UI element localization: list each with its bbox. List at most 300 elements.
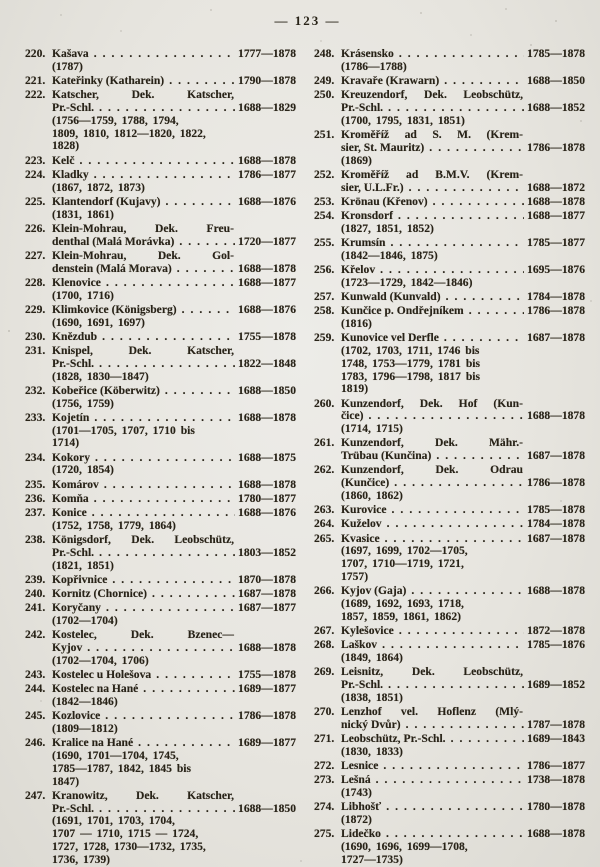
entry-main-line bbox=[341, 142, 585, 155]
entry-main-line bbox=[341, 450, 585, 463]
dot-leader bbox=[444, 75, 524, 88]
entry-number: 250. bbox=[314, 88, 335, 102]
register-entry bbox=[314, 332, 585, 396]
entry-note-line: 1727, 1728, 1730—1732, 1735, bbox=[52, 839, 206, 853]
entry-body bbox=[341, 332, 585, 396]
entry-name-line: Königsdorf, Dek. Leobschütz, bbox=[52, 533, 234, 546]
entry-main-line bbox=[341, 504, 585, 517]
entry-body bbox=[341, 666, 585, 704]
register-entry bbox=[25, 155, 296, 168]
entry-name: nický Dvůr) bbox=[341, 717, 401, 731]
entry-body bbox=[341, 75, 585, 88]
dot-leader bbox=[94, 412, 235, 425]
entry-main-line bbox=[52, 75, 296, 88]
entry-body bbox=[52, 493, 296, 506]
entry-name: Kurovice bbox=[341, 503, 387, 516]
register-entry bbox=[25, 412, 296, 450]
entry-body bbox=[52, 479, 296, 492]
entry-number: 255. bbox=[314, 236, 335, 249]
register-entry bbox=[25, 683, 296, 709]
entry-main-line bbox=[52, 331, 296, 344]
entry-years: 1689—1877 bbox=[238, 736, 296, 750]
entry-body bbox=[341, 237, 585, 263]
entry-name: Kylešovice bbox=[341, 623, 394, 637]
register-entry bbox=[314, 264, 585, 290]
entry-name: Kunovice vel Derfle bbox=[341, 331, 439, 345]
register-entry bbox=[25, 790, 296, 867]
entry-note-line: 1857, 1859, 1861, 1862) bbox=[341, 609, 462, 623]
entry-body bbox=[341, 828, 585, 866]
entry-body bbox=[52, 629, 296, 667]
entry-note-line: (1827, 1851, 1852) bbox=[341, 221, 434, 235]
entry-years: 1688—1876 bbox=[238, 302, 296, 316]
entry-body bbox=[341, 625, 585, 638]
dot-leader bbox=[446, 291, 524, 304]
entry-main-line bbox=[52, 196, 296, 209]
entry-number: 267. bbox=[314, 623, 335, 637]
entry-name: Komárov bbox=[52, 477, 99, 491]
register-entry bbox=[314, 533, 585, 584]
entry-number: 227. bbox=[25, 248, 46, 262]
entry-body bbox=[52, 602, 296, 628]
entry-body bbox=[341, 464, 585, 502]
entry-main-line bbox=[52, 263, 296, 276]
dot-leader bbox=[106, 602, 235, 615]
entry-number: 261. bbox=[314, 436, 335, 450]
entry-number: 275. bbox=[314, 827, 335, 840]
entry-number: 244. bbox=[25, 682, 46, 696]
dot-leader bbox=[94, 48, 235, 61]
dot-leader bbox=[409, 182, 524, 195]
dot-leader bbox=[380, 264, 524, 277]
dot-leader bbox=[399, 48, 524, 61]
entry-name-line: Kranowitz, Dek. Katscher, bbox=[52, 788, 234, 802]
entry-years: 1688—1878 bbox=[238, 477, 296, 491]
register-entry bbox=[25, 345, 296, 383]
register-entry bbox=[25, 534, 296, 572]
dot-leader bbox=[398, 210, 524, 223]
dot-leader bbox=[143, 683, 235, 696]
entry-note-line: 1707, 1710—1719, 1721, bbox=[341, 557, 464, 570]
entry-years: 1755—1878 bbox=[238, 329, 296, 343]
entry-body bbox=[52, 385, 296, 411]
entry-note-line: (1743) bbox=[341, 785, 372, 799]
register-entry bbox=[25, 75, 296, 88]
register-entry bbox=[25, 48, 296, 74]
register-entry bbox=[25, 479, 296, 492]
entry-name: Křelov bbox=[341, 263, 376, 276]
entry-number: 235. bbox=[25, 477, 46, 491]
entry-body bbox=[341, 398, 585, 436]
entry-note-line: (1872) bbox=[341, 812, 372, 826]
entry-number: 234. bbox=[25, 450, 46, 464]
entry-body bbox=[341, 89, 585, 127]
entry-main-line bbox=[52, 574, 296, 587]
entry-number: 237. bbox=[25, 506, 46, 519]
register-entry bbox=[25, 737, 296, 788]
entry-name: Kateřinky (Katharein) bbox=[52, 74, 165, 87]
dot-leader bbox=[92, 507, 235, 520]
entry-note-line: (1723—1729, 1842—1846) bbox=[341, 275, 473, 289]
register-entry bbox=[314, 733, 585, 759]
register-entry bbox=[25, 89, 296, 153]
dot-leader bbox=[390, 237, 524, 250]
entry-name: Kobeřice (Köberwitz) bbox=[52, 383, 160, 397]
dot-leader bbox=[383, 760, 524, 773]
entry-years: 1688—1852 bbox=[527, 101, 585, 114]
entry-number: 253. bbox=[314, 194, 335, 208]
entry-note-line: (1700, 1716) bbox=[52, 288, 114, 302]
entry-body bbox=[52, 169, 296, 195]
entry-number: 260. bbox=[314, 396, 335, 410]
entry-number: 265. bbox=[314, 531, 335, 545]
entry-years: 1780—1877 bbox=[238, 491, 296, 505]
entry-name: Kostelec u Holešova bbox=[52, 668, 152, 681]
entry-body bbox=[52, 304, 296, 330]
entry-number: 224. bbox=[25, 167, 46, 181]
register-entry bbox=[314, 305, 585, 331]
entry-note-line: (1690, 1696, 1699—1708, bbox=[341, 839, 468, 853]
entry-body bbox=[341, 210, 585, 236]
entry-note-line: (1691, 1701, 1703, 1704, bbox=[52, 814, 175, 828]
entry-name: Kralice na Hané bbox=[52, 736, 134, 750]
entry-years: 1688—1878 bbox=[238, 153, 296, 167]
entry-number: 259. bbox=[314, 331, 335, 345]
entry-main-line bbox=[52, 479, 296, 492]
entry-note-line: (1830, 1833) bbox=[341, 744, 403, 758]
entry-body bbox=[52, 155, 296, 168]
entry-name: Kunčice p. Ondřejníkem bbox=[341, 304, 464, 318]
entry-name: Kostelec na Hané bbox=[52, 682, 139, 696]
entry-main-line bbox=[52, 507, 296, 520]
entry-years: 1688—1878 bbox=[527, 409, 585, 423]
entry-name: Lidečko bbox=[341, 827, 381, 840]
entry-main-line bbox=[341, 264, 585, 277]
entry-body bbox=[341, 518, 585, 531]
entry-number: 246. bbox=[25, 736, 46, 750]
register-entry bbox=[314, 801, 585, 827]
entry-years: 1785—1878 bbox=[527, 503, 585, 516]
entry-number: 257. bbox=[314, 290, 335, 303]
entry-name: Lešná bbox=[341, 773, 371, 786]
entry-body bbox=[52, 250, 296, 276]
entry-name: Pr.-Schl. bbox=[52, 101, 95, 114]
entry-name: denthal (Malá Morávka) bbox=[52, 234, 175, 248]
entry-name-line: Kunzendorf, Dek. Hof (Kun- bbox=[341, 396, 523, 410]
entry-years: 1688—1876 bbox=[238, 506, 296, 519]
entry-years: 1720—1877 bbox=[238, 234, 296, 248]
entry-number: 264. bbox=[314, 517, 335, 531]
entry-years: 1687—1877 bbox=[238, 601, 296, 615]
entry-main-line bbox=[341, 801, 585, 814]
entry-main-line bbox=[52, 547, 296, 560]
dot-leader bbox=[469, 305, 524, 318]
entry-body bbox=[52, 534, 296, 572]
entry-name: denstein (Malá Morava) bbox=[52, 261, 172, 275]
entry-main-line bbox=[341, 210, 585, 223]
entry-note-line: (1752, 1758, 1779, 1864) bbox=[52, 518, 176, 532]
dot-leader bbox=[429, 142, 524, 155]
entry-main-line bbox=[52, 102, 296, 115]
entry-years: 1688—1878 bbox=[527, 194, 585, 208]
entry-name: sier, U.L.Fr.) bbox=[341, 180, 404, 194]
entry-years: 1689—1877 bbox=[238, 682, 296, 696]
entry-number: 273. bbox=[314, 773, 335, 786]
register-entry bbox=[25, 277, 296, 303]
register-entry bbox=[25, 507, 296, 533]
entry-name: Klimkovice (Königsberg) bbox=[52, 302, 177, 316]
dot-leader bbox=[451, 733, 524, 746]
entry-note-line: (1690, 1691, 1697) bbox=[52, 315, 145, 329]
entry-number: 269. bbox=[314, 665, 335, 678]
register-entry bbox=[314, 760, 585, 773]
entry-name: Krönau (Křenov) bbox=[341, 194, 428, 208]
entry-name: Kojetín bbox=[52, 410, 90, 424]
entry-name: Knězdub bbox=[52, 329, 98, 343]
entry-note-line: 1748, 1753—1779, 1781 bis bbox=[341, 356, 481, 370]
entry-body bbox=[341, 801, 585, 827]
entry-years: 1738—1878 bbox=[527, 773, 585, 786]
entry-years: 1822—1848 bbox=[238, 356, 296, 370]
entry-years: 1688—1878 bbox=[238, 641, 296, 654]
entry-body bbox=[341, 504, 585, 517]
entry-years: 1872—1878 bbox=[527, 623, 585, 637]
entry-body bbox=[341, 129, 585, 167]
entry-number: 226. bbox=[25, 221, 46, 235]
entry-body bbox=[52, 683, 296, 709]
entry-number: 258. bbox=[314, 304, 335, 318]
entry-years: 1780—1878 bbox=[527, 800, 585, 813]
entry-name: Pr.-Schl. bbox=[52, 801, 95, 815]
dot-leader bbox=[99, 547, 235, 560]
entry-number: 256. bbox=[314, 263, 335, 276]
entry-body bbox=[341, 305, 585, 331]
entry-main-line bbox=[52, 669, 296, 682]
entry-note-line: (1702—1704, 1706) bbox=[52, 653, 149, 667]
entry-number: 241. bbox=[25, 601, 46, 615]
entry-number: 220. bbox=[25, 47, 46, 60]
entry-name: Kelč bbox=[52, 153, 75, 167]
entry-main-line bbox=[341, 477, 585, 490]
entry-years: 1688—1829 bbox=[238, 101, 296, 114]
entry-body bbox=[341, 760, 585, 773]
entry-main-line bbox=[52, 304, 296, 317]
register-entry bbox=[314, 89, 585, 127]
entry-name: Pr.-Schl. bbox=[341, 101, 384, 114]
entry-body bbox=[52, 710, 296, 736]
entry-main-line bbox=[52, 169, 296, 182]
entry-number: 232. bbox=[25, 383, 46, 397]
entry-note-line: (1756, 1759) bbox=[52, 396, 114, 410]
dot-leader bbox=[94, 169, 235, 182]
dot-leader bbox=[387, 518, 524, 531]
entry-years: 1688—1878 bbox=[527, 584, 585, 597]
entry-note-line: (1701—1705, 1707, 1710 bis bbox=[52, 423, 195, 437]
dot-leader bbox=[394, 477, 524, 490]
dot-leader bbox=[102, 331, 235, 344]
entry-body bbox=[341, 437, 585, 463]
entry-note-line: 1828) bbox=[52, 139, 80, 153]
entry-main-line bbox=[341, 625, 585, 638]
dot-leader bbox=[105, 710, 235, 723]
entry-note-line: (1809—1812) bbox=[52, 722, 118, 735]
dot-leader bbox=[433, 196, 524, 209]
entry-number: 229. bbox=[25, 302, 46, 316]
entry-note-line: 1714) bbox=[52, 436, 80, 450]
entry-name: Trübau (Kunčina) bbox=[341, 449, 432, 462]
entry-body bbox=[52, 196, 296, 222]
dot-leader bbox=[392, 504, 525, 517]
register-entry bbox=[314, 504, 585, 517]
register-entry bbox=[314, 169, 585, 195]
register-entry bbox=[314, 291, 585, 304]
entry-main-line bbox=[341, 679, 585, 692]
entry-note-line: 1757) bbox=[341, 569, 369, 583]
entry-note-line: (1756—1759, 1788, 1794, bbox=[52, 113, 179, 127]
entry-name: Pr.-Schl. bbox=[341, 677, 384, 691]
entry-number: 262. bbox=[314, 463, 335, 477]
entry-name-line: Kreuzendorf, Dek. Leobschütz, bbox=[341, 88, 523, 102]
entry-years: 1755—1878 bbox=[238, 668, 296, 681]
register-entry bbox=[25, 710, 296, 736]
entry-main-line bbox=[52, 48, 296, 61]
entry-main-line bbox=[341, 760, 585, 773]
dot-leader bbox=[104, 479, 235, 492]
entry-years: 1688—1850 bbox=[238, 383, 296, 397]
entry-main-line bbox=[52, 412, 296, 425]
entry-name: Kornitz (Chornice) bbox=[52, 587, 147, 600]
register-entry bbox=[25, 588, 296, 601]
entry-main-line bbox=[52, 236, 296, 249]
entry-name: Kašava bbox=[52, 47, 89, 60]
dot-leader bbox=[182, 304, 235, 317]
register-entry bbox=[314, 639, 585, 665]
dot-leader bbox=[436, 450, 524, 463]
entry-number: 239. bbox=[25, 572, 46, 586]
entry-name-line: Klein-Mohrau, Dek. Freu- bbox=[52, 221, 234, 235]
entry-years: 1688—1850 bbox=[238, 801, 296, 815]
entry-note-line: 1785—1787, 1842, 1845 bis bbox=[52, 761, 192, 775]
entry-note-line: 1809, 1810, 1812—1820, 1822, bbox=[52, 126, 206, 140]
entry-years: 1786—1878 bbox=[527, 140, 585, 154]
entry-years: 1784—1878 bbox=[527, 517, 585, 531]
entry-years: 1687—1878 bbox=[527, 531, 585, 545]
entry-years: 1687—1878 bbox=[527, 449, 585, 462]
entry-years: 1786—1878 bbox=[238, 709, 296, 723]
entry-body bbox=[52, 277, 296, 303]
entry-body bbox=[52, 588, 296, 601]
entry-note-line: (1849, 1864) bbox=[341, 650, 403, 664]
entry-main-line bbox=[52, 493, 296, 506]
entry-name-line: Kunzendorf, Dek. Odrau bbox=[341, 463, 523, 477]
entry-note-line: 1847) bbox=[52, 774, 80, 788]
entry-main-line bbox=[341, 774, 585, 787]
entry-name-line: Leisnitz, Dek. Leobschütz, bbox=[341, 665, 523, 678]
dot-leader bbox=[106, 277, 235, 290]
dot-leader bbox=[99, 102, 235, 115]
entry-name: Libhošť bbox=[341, 800, 382, 813]
register-entry bbox=[25, 223, 296, 249]
entry-body bbox=[52, 669, 296, 682]
entry-number: 221. bbox=[25, 74, 46, 87]
entry-name: Klantendorf (Kujavy) bbox=[52, 194, 161, 208]
register-entry bbox=[314, 75, 585, 88]
entry-note-line: (1697, 1699, 1702—1705, bbox=[341, 544, 468, 558]
entry-years: 1790—1878 bbox=[238, 74, 296, 87]
dot-leader bbox=[165, 385, 235, 398]
dot-leader bbox=[94, 493, 235, 506]
entry-note-line: (1842—1846) bbox=[52, 695, 118, 708]
entry-years: 1688—1875 bbox=[238, 450, 296, 464]
entry-name: Lesnice bbox=[341, 758, 379, 772]
entry-body bbox=[52, 574, 296, 587]
dot-leader bbox=[99, 358, 235, 371]
entry-body bbox=[52, 452, 296, 478]
entry-years: 1785—1876 bbox=[527, 638, 585, 651]
entry-number: 263. bbox=[314, 503, 335, 516]
register-entry bbox=[314, 437, 585, 463]
entry-name: čice) bbox=[341, 409, 364, 423]
entry-number: 230. bbox=[25, 329, 46, 343]
entry-number: 243. bbox=[25, 668, 46, 681]
entry-name: Pr.-Schl. bbox=[52, 356, 95, 370]
dot-leader bbox=[179, 236, 235, 249]
entry-years: 1786—1878 bbox=[527, 476, 585, 489]
register-entry bbox=[25, 304, 296, 330]
entry-note-line: 1819) bbox=[341, 382, 369, 396]
register-entry bbox=[25, 574, 296, 587]
entry-note-line: 1727—1735) bbox=[341, 852, 403, 866]
entry-note-line: (1869) bbox=[341, 153, 372, 167]
register-entry bbox=[314, 398, 585, 436]
entry-years: 1786—1877 bbox=[527, 758, 585, 772]
entry-note-line: (1720, 1854) bbox=[52, 463, 114, 477]
register-entry bbox=[314, 464, 585, 502]
entry-note-line: (1702, 1703, 1711, 1746 bis bbox=[341, 344, 480, 357]
entry-main-line bbox=[52, 642, 296, 655]
entry-main-line bbox=[341, 719, 585, 732]
entry-number: 268. bbox=[314, 638, 335, 651]
dot-leader bbox=[156, 669, 235, 682]
entry-name: Klenovice bbox=[52, 275, 101, 289]
entry-body bbox=[52, 790, 296, 867]
entry-years: 1688—1872 bbox=[527, 180, 585, 194]
entry-years: 1688—1876 bbox=[238, 194, 296, 208]
dot-leader bbox=[406, 719, 524, 732]
entry-body bbox=[52, 345, 296, 383]
entry-name: Konice bbox=[52, 506, 87, 519]
entry-main-line bbox=[341, 291, 585, 304]
entry-note-line: (1838, 1851) bbox=[341, 690, 403, 704]
entry-note-line: (1831, 1861) bbox=[52, 207, 114, 221]
register-entry bbox=[314, 129, 585, 167]
entry-body bbox=[341, 639, 585, 665]
entry-number: 270. bbox=[314, 704, 335, 718]
entry-body bbox=[52, 223, 296, 249]
entry-main-line bbox=[341, 305, 585, 318]
entry-name-line: Lenzhof vel. Hoflenz (Mlý- bbox=[341, 704, 523, 718]
entry-body bbox=[52, 75, 296, 88]
register-columns bbox=[25, 48, 585, 867]
entry-body bbox=[52, 507, 296, 533]
dot-leader bbox=[388, 679, 524, 692]
register-entry bbox=[314, 706, 585, 732]
entry-main-line bbox=[341, 237, 585, 250]
dot-leader bbox=[112, 574, 235, 587]
dot-leader bbox=[399, 625, 524, 638]
entry-number: 254. bbox=[314, 209, 335, 222]
entry-number: 236. bbox=[25, 491, 46, 505]
